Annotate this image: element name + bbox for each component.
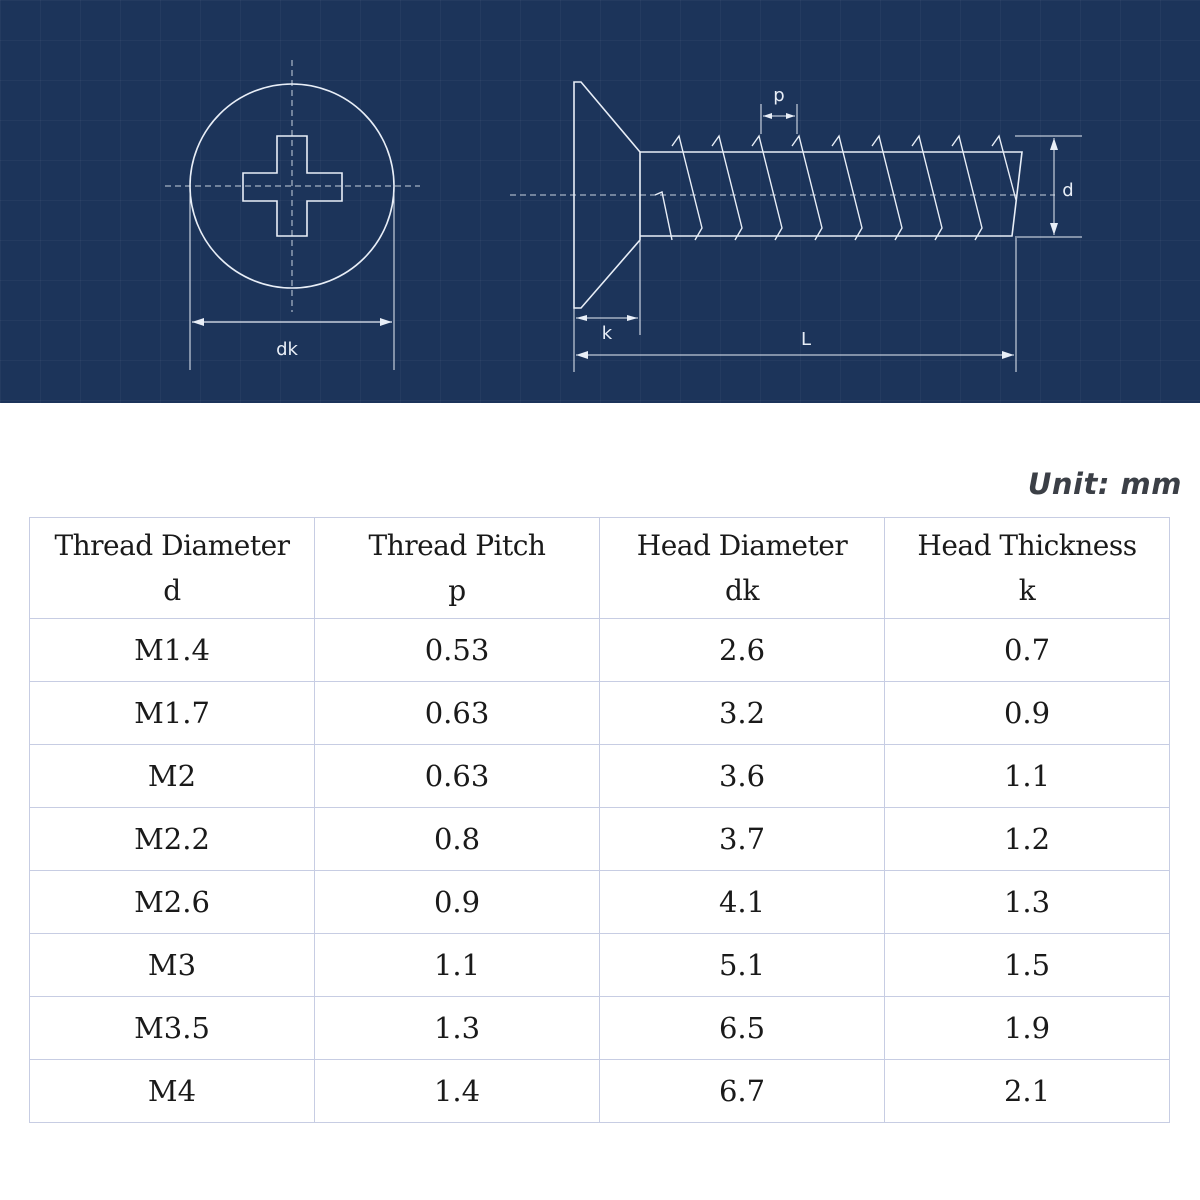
cell-head-diameter: 2.6 bbox=[600, 619, 885, 682]
header-title: Head Diameter bbox=[636, 529, 848, 562]
cell-head-thickness: 1.1 bbox=[885, 745, 1170, 808]
header-symbol: p bbox=[448, 574, 466, 607]
cell-thread-diameter: M3.5 bbox=[30, 997, 315, 1060]
k-L-extension-lines bbox=[574, 238, 1016, 372]
header-thread-pitch bbox=[315, 518, 600, 619]
cell-thread-diameter: M4 bbox=[30, 1060, 315, 1123]
screw-side-view bbox=[510, 82, 1082, 372]
table-row bbox=[30, 871, 1170, 934]
header-symbol: k bbox=[1018, 574, 1036, 607]
cell-thread-pitch: 0.63 bbox=[315, 682, 600, 745]
unit-label: Unit: mm bbox=[1027, 467, 1182, 501]
cell-head-thickness: 0.7 bbox=[885, 619, 1170, 682]
cell-head-thickness: 1.3 bbox=[885, 871, 1170, 934]
dk-dimension-arrow bbox=[192, 318, 392, 326]
cell-head-thickness: 1.9 bbox=[885, 997, 1170, 1060]
table-header-row bbox=[30, 518, 1170, 619]
cell-head-diameter: 5.1 bbox=[600, 934, 885, 997]
cell-head-diameter: 3.7 bbox=[600, 808, 885, 871]
header-title: Head Thickness bbox=[917, 529, 1137, 562]
cell-head-diameter: 4.1 bbox=[600, 871, 885, 934]
screw-shank bbox=[640, 152, 1022, 236]
cell-thread-pitch: 1.4 bbox=[315, 1060, 600, 1123]
p-label: p bbox=[773, 85, 785, 106]
cell-thread-diameter: M2 bbox=[30, 745, 315, 808]
cell-thread-diameter: M1.7 bbox=[30, 682, 315, 745]
head-top-view bbox=[165, 60, 420, 370]
table-row bbox=[30, 619, 1170, 682]
cell-thread-diameter: M1.4 bbox=[30, 619, 315, 682]
table-row bbox=[30, 745, 1170, 808]
cell-head-diameter: 3.2 bbox=[600, 682, 885, 745]
L-label: L bbox=[800, 329, 812, 350]
dk-label: dk bbox=[276, 339, 298, 360]
header-symbol: d bbox=[163, 574, 181, 607]
header-title: Thread Diameter bbox=[54, 529, 290, 562]
cell-thread-diameter: M2.2 bbox=[30, 808, 315, 871]
header-title: Thread Pitch bbox=[368, 529, 546, 562]
cell-thread-pitch: 0.53 bbox=[315, 619, 600, 682]
cell-thread-pitch: 0.9 bbox=[315, 871, 600, 934]
cell-head-thickness: 2.1 bbox=[885, 1060, 1170, 1123]
header-head-diameter bbox=[600, 518, 885, 619]
cell-head-diameter: 6.5 bbox=[600, 997, 885, 1060]
d-label: d bbox=[1062, 180, 1074, 201]
screw-drawing bbox=[0, 0, 1200, 403]
cell-head-diameter: 3.6 bbox=[600, 745, 885, 808]
cell-head-thickness: 0.9 bbox=[885, 682, 1170, 745]
cell-thread-pitch: 1.1 bbox=[315, 934, 600, 997]
cell-thread-pitch: 0.63 bbox=[315, 745, 600, 808]
centerlines bbox=[165, 60, 420, 312]
p-dimension bbox=[761, 104, 797, 134]
cell-head-thickness: 1.5 bbox=[885, 934, 1170, 997]
cell-thread-pitch: 0.8 bbox=[315, 808, 600, 871]
k-label: k bbox=[601, 323, 613, 344]
spec-table bbox=[29, 517, 1170, 1123]
cell-thread-diameter: M2.6 bbox=[30, 871, 315, 934]
L-dimension bbox=[576, 351, 1014, 359]
header-head-thickness bbox=[885, 518, 1170, 619]
cell-thread-pitch: 1.3 bbox=[315, 997, 600, 1060]
table-row bbox=[30, 934, 1170, 997]
k-dimension bbox=[576, 315, 638, 321]
cell-head-thickness: 1.2 bbox=[885, 808, 1170, 871]
table-row bbox=[30, 1060, 1170, 1123]
screw-diagram bbox=[0, 0, 1200, 403]
cell-thread-diameter: M3 bbox=[30, 934, 315, 997]
table-row bbox=[30, 808, 1170, 871]
header-thread-diameter bbox=[30, 518, 315, 619]
table-row bbox=[30, 997, 1170, 1060]
header-symbol: dk bbox=[725, 574, 759, 607]
table-row bbox=[30, 682, 1170, 745]
cell-head-diameter: 6.7 bbox=[600, 1060, 885, 1123]
